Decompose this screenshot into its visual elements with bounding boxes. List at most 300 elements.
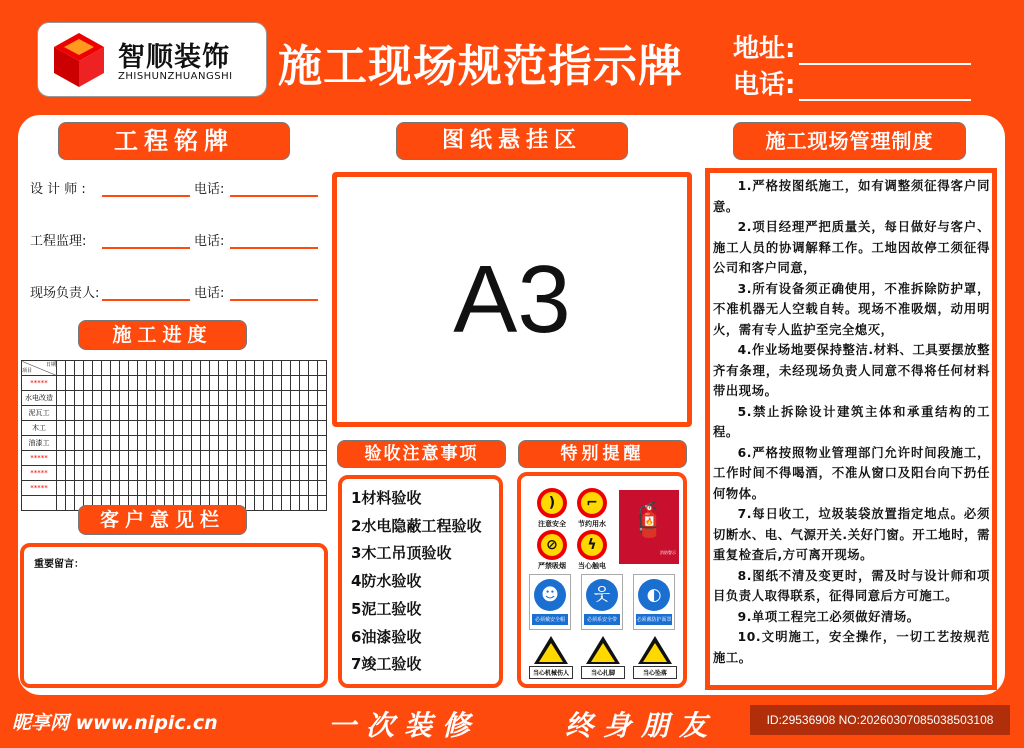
- table-cell[interactable]: [183, 436, 192, 451]
- table-cell[interactable]: [291, 406, 300, 421]
- table-cell[interactable]: [255, 361, 264, 376]
- table-cell[interactable]: [273, 466, 282, 481]
- table-cell[interactable]: [228, 436, 237, 451]
- rule-item: 10.文明施工，安全操作，一切工艺按规范施工。: [713, 630, 990, 665]
- table-cell[interactable]: [84, 376, 93, 391]
- table-cell[interactable]: [129, 421, 138, 436]
- table-cell[interactable]: [273, 391, 282, 406]
- table-cell[interactable]: [291, 496, 300, 511]
- table-cell[interactable]: [219, 451, 228, 466]
- table-cell[interactable]: [75, 436, 84, 451]
- table-cell[interactable]: [300, 391, 309, 406]
- table-cell[interactable]: [93, 466, 102, 481]
- table-cell[interactable]: [84, 451, 93, 466]
- table-cell[interactable]: [75, 361, 84, 376]
- table-cell[interactable]: [66, 391, 75, 406]
- table-cell[interactable]: [282, 406, 291, 421]
- table-cell[interactable]: [156, 376, 165, 391]
- table-cell[interactable]: [291, 451, 300, 466]
- phone-label: 电话:: [194, 286, 225, 301]
- table-cell[interactable]: [318, 376, 327, 391]
- table-cell[interactable]: [147, 466, 156, 481]
- table-cell[interactable]: [246, 436, 255, 451]
- table-cell[interactable]: [282, 481, 291, 496]
- table-cell[interactable]: [282, 391, 291, 406]
- table-cell[interactable]: [75, 451, 84, 466]
- table-cell[interactable]: [156, 361, 165, 376]
- table-cell[interactable]: [210, 406, 219, 421]
- table-cell[interactable]: [237, 451, 246, 466]
- table-cell[interactable]: [75, 421, 84, 436]
- table-cell[interactable]: [174, 481, 183, 496]
- table-cell[interactable]: [120, 391, 129, 406]
- table-cell[interactable]: [147, 421, 156, 436]
- table-cell[interactable]: [165, 391, 174, 406]
- table-cell[interactable]: [237, 376, 246, 391]
- table-cell[interactable]: [201, 421, 210, 436]
- table-cell[interactable]: [201, 436, 210, 451]
- table-cell[interactable]: [255, 406, 264, 421]
- table-cell[interactable]: [183, 451, 192, 466]
- table-cell[interactable]: [192, 376, 201, 391]
- table-cell[interactable]: [318, 436, 327, 451]
- table-cell[interactable]: [183, 421, 192, 436]
- table-cell[interactable]: [183, 376, 192, 391]
- table-cell[interactable]: [228, 361, 237, 376]
- table-cell[interactable]: [174, 391, 183, 406]
- table-cell[interactable]: [291, 361, 300, 376]
- table-cell[interactable]: [282, 466, 291, 481]
- table-cell[interactable]: [300, 481, 309, 496]
- table-cell[interactable]: [75, 406, 84, 421]
- table-cell[interactable]: [165, 361, 174, 376]
- table-cell[interactable]: [138, 481, 147, 496]
- table-cell[interactable]: [165, 421, 174, 436]
- lightning-icon: ϟ: [577, 530, 607, 560]
- table-cell[interactable]: [57, 436, 66, 451]
- table-row: [22, 391, 327, 406]
- table-cell[interactable]: [147, 451, 156, 466]
- table-cell[interactable]: [309, 496, 318, 511]
- table-cell[interactable]: [210, 391, 219, 406]
- table-cell[interactable]: [147, 436, 156, 451]
- table-cell[interactable]: [309, 466, 318, 481]
- table-cell[interactable]: [309, 406, 318, 421]
- table-cell[interactable]: [300, 376, 309, 391]
- table-cell[interactable]: [210, 451, 219, 466]
- table-cell[interactable]: [111, 421, 120, 436]
- table-cell[interactable]: [291, 481, 300, 496]
- table-cell[interactable]: [183, 361, 192, 376]
- table-cell[interactable]: [111, 451, 120, 466]
- table-cell[interactable]: [309, 361, 318, 376]
- table-cell[interactable]: [228, 391, 237, 406]
- table-cell[interactable]: [300, 466, 309, 481]
- table-cell[interactable]: [156, 436, 165, 451]
- table-cell[interactable]: [156, 406, 165, 421]
- table-cell[interactable]: [300, 406, 309, 421]
- table-cell[interactable]: [273, 496, 282, 511]
- table-cell[interactable]: [309, 436, 318, 451]
- table-cell[interactable]: [66, 466, 75, 481]
- table-cell[interactable]: [174, 421, 183, 436]
- table-cell[interactable]: [246, 391, 255, 406]
- feedback-prompt: 重要留言：: [34, 559, 84, 570]
- table-cell[interactable]: [93, 376, 102, 391]
- table-cell[interactable]: [219, 361, 228, 376]
- table-cell[interactable]: [291, 436, 300, 451]
- table-cell[interactable]: [66, 361, 75, 376]
- table-cell[interactable]: [255, 496, 264, 511]
- table-cell[interactable]: [129, 391, 138, 406]
- table-cell[interactable]: [183, 481, 192, 496]
- table-cell[interactable]: [66, 376, 75, 391]
- table-cell[interactable]: [93, 436, 102, 451]
- table-cell[interactable]: [75, 391, 84, 406]
- table-cell[interactable]: [264, 466, 273, 481]
- table-cell[interactable]: [138, 376, 147, 391]
- table-cell[interactable]: [57, 466, 66, 481]
- table-cell[interactable]: [129, 466, 138, 481]
- table-cell[interactable]: [246, 496, 255, 511]
- table-cell[interactable]: [138, 451, 147, 466]
- table-cell[interactable]: [111, 361, 120, 376]
- table-cell[interactable]: [66, 436, 75, 451]
- table-cell[interactable]: [138, 436, 147, 451]
- table-cell[interactable]: [165, 406, 174, 421]
- table-cell[interactable]: [84, 436, 93, 451]
- table-cell[interactable]: [84, 466, 93, 481]
- table-cell[interactable]: [174, 406, 183, 421]
- table-cell[interactable]: [264, 406, 273, 421]
- table-cell[interactable]: [219, 376, 228, 391]
- table-cell[interactable]: [237, 466, 246, 481]
- table-cell[interactable]: [300, 451, 309, 466]
- acceptance-heading: 验收注意事项: [337, 440, 506, 468]
- table-cell[interactable]: [318, 361, 327, 376]
- table-cell[interactable]: [219, 406, 228, 421]
- table-cell[interactable]: [228, 406, 237, 421]
- table-cell[interactable]: [228, 466, 237, 481]
- table-cell[interactable]: [255, 466, 264, 481]
- table-cell[interactable]: [57, 451, 66, 466]
- table-cell[interactable]: [192, 451, 201, 466]
- table-cell[interactable]: [318, 421, 327, 436]
- rule-item: 6.严格按照物业管理部门允许时间段施工，工作时间不得喝酒，不准从窗口及阳台向下扔任何物体。: [713, 445, 990, 501]
- table-cell[interactable]: [147, 481, 156, 496]
- table-cell[interactable]: [282, 376, 291, 391]
- table-cell[interactable]: [66, 451, 75, 466]
- table-cell[interactable]: [102, 436, 111, 451]
- table-cell[interactable]: [93, 481, 102, 496]
- table-cell[interactable]: [201, 481, 210, 496]
- table-cell[interactable]: [237, 406, 246, 421]
- table-cell[interactable]: [264, 436, 273, 451]
- table-cell[interactable]: [165, 376, 174, 391]
- table-cell[interactable]: [111, 436, 120, 451]
- table-cell[interactable]: [291, 376, 300, 391]
- table-cell[interactable]: [102, 391, 111, 406]
- table-cell[interactable]: [120, 376, 129, 391]
- progress-heading: 施工进度: [78, 320, 247, 350]
- table-cell[interactable]: [93, 361, 102, 376]
- table-cell[interactable]: [282, 421, 291, 436]
- table-cell[interactable]: [120, 466, 129, 481]
- table-cell[interactable]: [264, 451, 273, 466]
- rule-item: 2.项目经理严把质量关，每日做好与客户、施工人员的协调解释工作。工地因故停工须征得公司和客户同意，: [713, 220, 990, 275]
- table-cell[interactable]: [237, 361, 246, 376]
- table-cell[interactable]: [300, 361, 309, 376]
- table-cell[interactable]: [129, 451, 138, 466]
- table-cell[interactable]: [237, 391, 246, 406]
- table-cell[interactable]: [318, 496, 327, 511]
- table-cell[interactable]: [228, 451, 237, 466]
- table-cell[interactable]: [156, 451, 165, 466]
- table-header-row: [22, 361, 327, 376]
- table-cell[interactable]: [210, 466, 219, 481]
- table-cell[interactable]: [75, 376, 84, 391]
- table-cell[interactable]: [102, 361, 111, 376]
- table-cell[interactable]: [111, 391, 120, 406]
- table-cell[interactable]: [129, 436, 138, 451]
- table-cell[interactable]: [300, 496, 309, 511]
- table-cell[interactable]: [300, 436, 309, 451]
- table-cell[interactable]: [147, 361, 156, 376]
- table-cell[interactable]: [165, 481, 174, 496]
- table-cell[interactable]: [66, 481, 75, 496]
- table-cell[interactable]: [228, 376, 237, 391]
- table-cell[interactable]: [291, 391, 300, 406]
- table-cell[interactable]: [129, 376, 138, 391]
- phone-label: 电话:: [733, 70, 796, 100]
- table-cell[interactable]: [201, 376, 210, 391]
- table-cell[interactable]: [219, 436, 228, 451]
- table-cell[interactable]: [255, 451, 264, 466]
- table-cell[interactable]: [57, 391, 66, 406]
- table-cell[interactable]: [219, 391, 228, 406]
- table-cell[interactable]: [84, 421, 93, 436]
- table-cell[interactable]: [273, 481, 282, 496]
- table-cell[interactable]: [111, 466, 120, 481]
- phone-label: 电话:: [194, 182, 225, 197]
- table-cell[interactable]: [192, 421, 201, 436]
- table-cell[interactable]: [84, 391, 93, 406]
- table-cell[interactable]: [255, 436, 264, 451]
- table-cell[interactable]: [192, 481, 201, 496]
- rule-item: 4.作业场地要保持整洁.材料、工具要摆放整齐有条理，未经现场负责人同意不得将任何材料带出现场。: [713, 343, 990, 398]
- table-cell[interactable]: [237, 421, 246, 436]
- table-cell[interactable]: [192, 391, 201, 406]
- table-cell[interactable]: [174, 376, 183, 391]
- table-cell[interactable]: [129, 481, 138, 496]
- table-cell[interactable]: [138, 391, 147, 406]
- table-cell[interactable]: [192, 466, 201, 481]
- table-cell[interactable]: [273, 451, 282, 466]
- table-cell[interactable]: [210, 376, 219, 391]
- table-cell[interactable]: [291, 421, 300, 436]
- table-cell[interactable]: [93, 451, 102, 466]
- table-cell[interactable]: [309, 376, 318, 391]
- table-cell[interactable]: [273, 376, 282, 391]
- electric-sign: ϟ 当心触电: [577, 530, 607, 571]
- table-cell[interactable]: [309, 391, 318, 406]
- table-cell[interactable]: [219, 421, 228, 436]
- progress-table: [21, 360, 327, 511]
- table-cell[interactable]: [120, 421, 129, 436]
- table-cell[interactable]: [273, 436, 282, 451]
- table-cell[interactable]: [273, 406, 282, 421]
- table-cell[interactable]: [183, 391, 192, 406]
- table-cell[interactable]: [57, 481, 66, 496]
- table-cell[interactable]: [75, 481, 84, 496]
- table-cell[interactable]: [66, 406, 75, 421]
- table-cell[interactable]: [246, 481, 255, 496]
- table-cell[interactable]: [138, 421, 147, 436]
- table-cell[interactable]: [156, 466, 165, 481]
- table-cell[interactable]: [174, 361, 183, 376]
- table-cell[interactable]: [138, 466, 147, 481]
- warning-triangle-icon: [586, 636, 620, 664]
- table-cell[interactable]: [282, 451, 291, 466]
- table-cell[interactable]: [264, 376, 273, 391]
- table-cell[interactable]: [57, 361, 66, 376]
- table-cell[interactable]: [246, 451, 255, 466]
- table-cell[interactable]: [255, 481, 264, 496]
- row-label: *****: [22, 376, 57, 391]
- table-cell[interactable]: [84, 481, 93, 496]
- table-cell[interactable]: [210, 436, 219, 451]
- table-cell[interactable]: [120, 436, 129, 451]
- row-label: *****: [22, 451, 57, 466]
- table-cell[interactable]: [147, 406, 156, 421]
- table-cell[interactable]: [57, 376, 66, 391]
- table-cell[interactable]: [102, 406, 111, 421]
- table-cell[interactable]: [318, 391, 327, 406]
- table-cell[interactable]: [84, 406, 93, 421]
- table-cell[interactable]: [165, 451, 174, 466]
- table-cell[interactable]: [111, 481, 120, 496]
- table-cell[interactable]: [318, 451, 327, 466]
- table-cell[interactable]: [156, 391, 165, 406]
- table-cell[interactable]: [102, 481, 111, 496]
- table-cell[interactable]: [183, 406, 192, 421]
- table-cell[interactable]: [102, 451, 111, 466]
- table-cell[interactable]: [93, 391, 102, 406]
- table-cell[interactable]: [237, 481, 246, 496]
- table-cell[interactable]: [201, 466, 210, 481]
- table-cell[interactable]: [129, 406, 138, 421]
- table-cell[interactable]: [264, 421, 273, 436]
- table-cell[interactable]: [264, 496, 273, 511]
- table-cell[interactable]: [282, 361, 291, 376]
- table-cell[interactable]: [264, 391, 273, 406]
- table-cell[interactable]: [156, 421, 165, 436]
- table-cell[interactable]: [120, 451, 129, 466]
- table-cell[interactable]: [147, 391, 156, 406]
- table-cell[interactable]: [66, 496, 75, 511]
- table-cell[interactable]: [309, 451, 318, 466]
- table-cell[interactable]: [138, 361, 147, 376]
- table-cell[interactable]: [57, 496, 66, 511]
- table-cell[interactable]: [219, 481, 228, 496]
- table-cell[interactable]: [246, 466, 255, 481]
- table-cell[interactable]: [282, 436, 291, 451]
- table-cell[interactable]: [246, 421, 255, 436]
- table-cell[interactable]: [282, 496, 291, 511]
- table-cell[interactable]: [228, 421, 237, 436]
- table-cell[interactable]: [210, 421, 219, 436]
- table-cell[interactable]: [201, 406, 210, 421]
- table-cell[interactable]: [264, 361, 273, 376]
- table-cell[interactable]: [165, 466, 174, 481]
- table-cell[interactable]: [291, 466, 300, 481]
- table-cell[interactable]: [300, 421, 309, 436]
- table-cell[interactable]: [210, 361, 219, 376]
- table-cell[interactable]: [255, 376, 264, 391]
- table-cell[interactable]: [201, 361, 210, 376]
- table-cell[interactable]: [84, 361, 93, 376]
- table-cell[interactable]: [192, 406, 201, 421]
- table-cell[interactable]: [228, 481, 237, 496]
- table-cell[interactable]: [129, 361, 138, 376]
- table-cell[interactable]: [201, 391, 210, 406]
- table-cell[interactable]: [111, 406, 120, 421]
- table-cell[interactable]: [156, 481, 165, 496]
- table-cell[interactable]: [120, 361, 129, 376]
- table-cell[interactable]: [93, 421, 102, 436]
- table-cell[interactable]: [120, 481, 129, 496]
- table-cell[interactable]: [174, 451, 183, 466]
- table-cell[interactable]: [246, 361, 255, 376]
- table-cell[interactable]: [93, 406, 102, 421]
- table-cell[interactable]: [255, 421, 264, 436]
- table-cell[interactable]: [237, 436, 246, 451]
- table-cell[interactable]: [75, 466, 84, 481]
- table-cell[interactable]: [57, 406, 66, 421]
- table-cell[interactable]: [273, 361, 282, 376]
- table-cell[interactable]: [138, 406, 147, 421]
- table-cell[interactable]: [309, 481, 318, 496]
- table-cell[interactable]: [183, 466, 192, 481]
- no-smoking-sign: ⊘ 严禁吸烟: [537, 530, 567, 571]
- table-cell[interactable]: [318, 466, 327, 481]
- table-cell[interactable]: [192, 436, 201, 451]
- table-cell[interactable]: [102, 466, 111, 481]
- table-cell[interactable]: [255, 391, 264, 406]
- table-cell[interactable]: [273, 421, 282, 436]
- table-cell[interactable]: [210, 481, 219, 496]
- table-cell[interactable]: [192, 361, 201, 376]
- table-cell[interactable]: [111, 376, 120, 391]
- table-cell[interactable]: [174, 466, 183, 481]
- table-cell[interactable]: [102, 421, 111, 436]
- table-cell[interactable]: [246, 376, 255, 391]
- table-cell[interactable]: [318, 481, 327, 496]
- table-cell[interactable]: [201, 451, 210, 466]
- table-cell[interactable]: [120, 406, 129, 421]
- table-cell[interactable]: [219, 466, 228, 481]
- table-cell[interactable]: [147, 376, 156, 391]
- table-cell[interactable]: [246, 406, 255, 421]
- table-cell[interactable]: [165, 436, 174, 451]
- table-cell[interactable]: [57, 421, 66, 436]
- table-cell[interactable]: [66, 421, 75, 436]
- table-cell[interactable]: [174, 436, 183, 451]
- table-cell[interactable]: [318, 406, 327, 421]
- table-cell[interactable]: [309, 421, 318, 436]
- table-cell[interactable]: [102, 376, 111, 391]
- table-cell[interactable]: [264, 481, 273, 496]
